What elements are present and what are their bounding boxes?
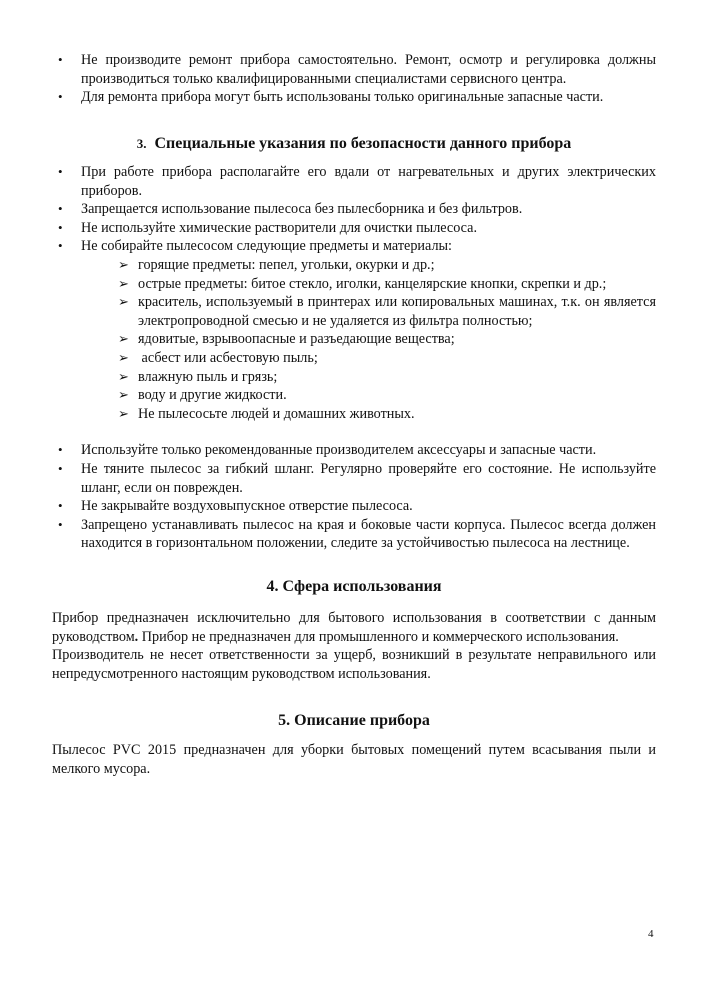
- sub-list: [52, 256, 656, 423]
- section-3-title: Специальные указания по безопасности данного прибора: [154, 135, 572, 152]
- arrow-bullet-icon: ➢: [118, 331, 129, 347]
- arrow-bullet-icon: ➢: [118, 405, 129, 421]
- section-3-heading: [52, 135, 656, 153]
- list-item: • Запрещено устанавливать пылесос на края и боковые части корпуса. Пылесос всегда должен находится в горизонтальном положении, следите за устойчивостью пылесоса на лестнице.: [52, 516, 656, 553]
- section-5-paragraph-1: Пылесос PVC 2015 предназначен для уборки бытовых помещений путем всасывания пыли и мелкого мусора.: [52, 742, 656, 777]
- section-4-paragraph-2: Производитель не несет ответственности за ущерб, возникший в результате неправильного или непредусмотренного настоящим руководством использования.: [52, 647, 656, 682]
- arrow-bullet-icon: ➢: [118, 368, 129, 384]
- sub-list-item: ➢ воду и другие жидкости.: [118, 387, 287, 404]
- list-item: • Для ремонта прибора могут быть использованы только оригинальные запасные части.: [52, 88, 656, 107]
- list-item: • Не производите ремонт прибора самостоятельно. Ремонт, осмотр и регулировка должны производиться только квалифицированными специалистами сервисного центра.: [52, 51, 656, 88]
- sub-list-item: ➢ ядовитые, взрывоопасные и разъедающие вещества;: [118, 331, 455, 348]
- section-5-heading: 5. Описание прибора: [278, 712, 430, 729]
- list-item: • Не используйте химические растворители для очистки пылесоса.: [52, 219, 656, 238]
- list-item: • Используйте только рекомендованные производителем аксессуары и запасные части.: [52, 441, 656, 460]
- page-number: 4: [648, 928, 654, 940]
- list-item: • Запрещается использование пылесоса без пылесборника и без фильтров.: [52, 200, 656, 219]
- section-4-body: [52, 609, 656, 683]
- section-4-paragraph-1: Прибор предназначен исключительно для бытового использования в соответствии с данным руководством. Прибор не предназначен для промышленного и коммерческого использования.: [52, 610, 656, 645]
- arrow-bullet-icon: ➢: [118, 275, 129, 291]
- sub-list-item: ➢ горящие предметы: пепел, угольки, окурки и др.;: [118, 256, 435, 273]
- section-3-body: [52, 163, 656, 553]
- top-bullet-list: [52, 51, 656, 107]
- arrow-bullet-icon: ➢: [118, 387, 129, 403]
- sub-list-item: ➢ асбест или асбестовую пыль;: [118, 349, 318, 366]
- list-item: • При работе прибора располагайте его вдали от нагревательных и других электрических приборов.: [52, 163, 656, 200]
- list-item: • Не собирайте пылесосом следующие предметы и материалы:: [52, 237, 656, 256]
- sub-list-item: ➢ острые предметы: битое стекло, иголки, канцелярские кнопки, скрепки и др.;: [118, 275, 607, 292]
- section-5-body: [52, 741, 656, 778]
- arrow-bullet-icon: ➢: [118, 349, 129, 365]
- sub-list-item: ➢ влажную пыль и грязь;: [118, 368, 278, 385]
- section-4-heading: 4. Сфера использования: [266, 578, 442, 595]
- arrow-bullet-icon: ➢: [118, 294, 129, 310]
- sub-list-item: ➢ краситель, используемый в принтерах или копировальных машинах, т.к. он является электропроводной смесью и не удаляется из фильтра полностью;: [118, 294, 656, 329]
- sub-list-item: ➢ Не пылесосьте людей и домашних животных.: [118, 405, 415, 422]
- list-item: • Не закрывайте воздуховыпускное отверстие пылесоса.: [52, 497, 656, 516]
- arrow-bullet-icon: ➢: [118, 256, 129, 272]
- section-3-number: 3.: [136, 136, 147, 151]
- list-item: • Не тяните пылесос за гибкий шланг. Регулярно проверяйте его состояние. Не используйте шланг, если он поврежден.: [52, 460, 656, 497]
